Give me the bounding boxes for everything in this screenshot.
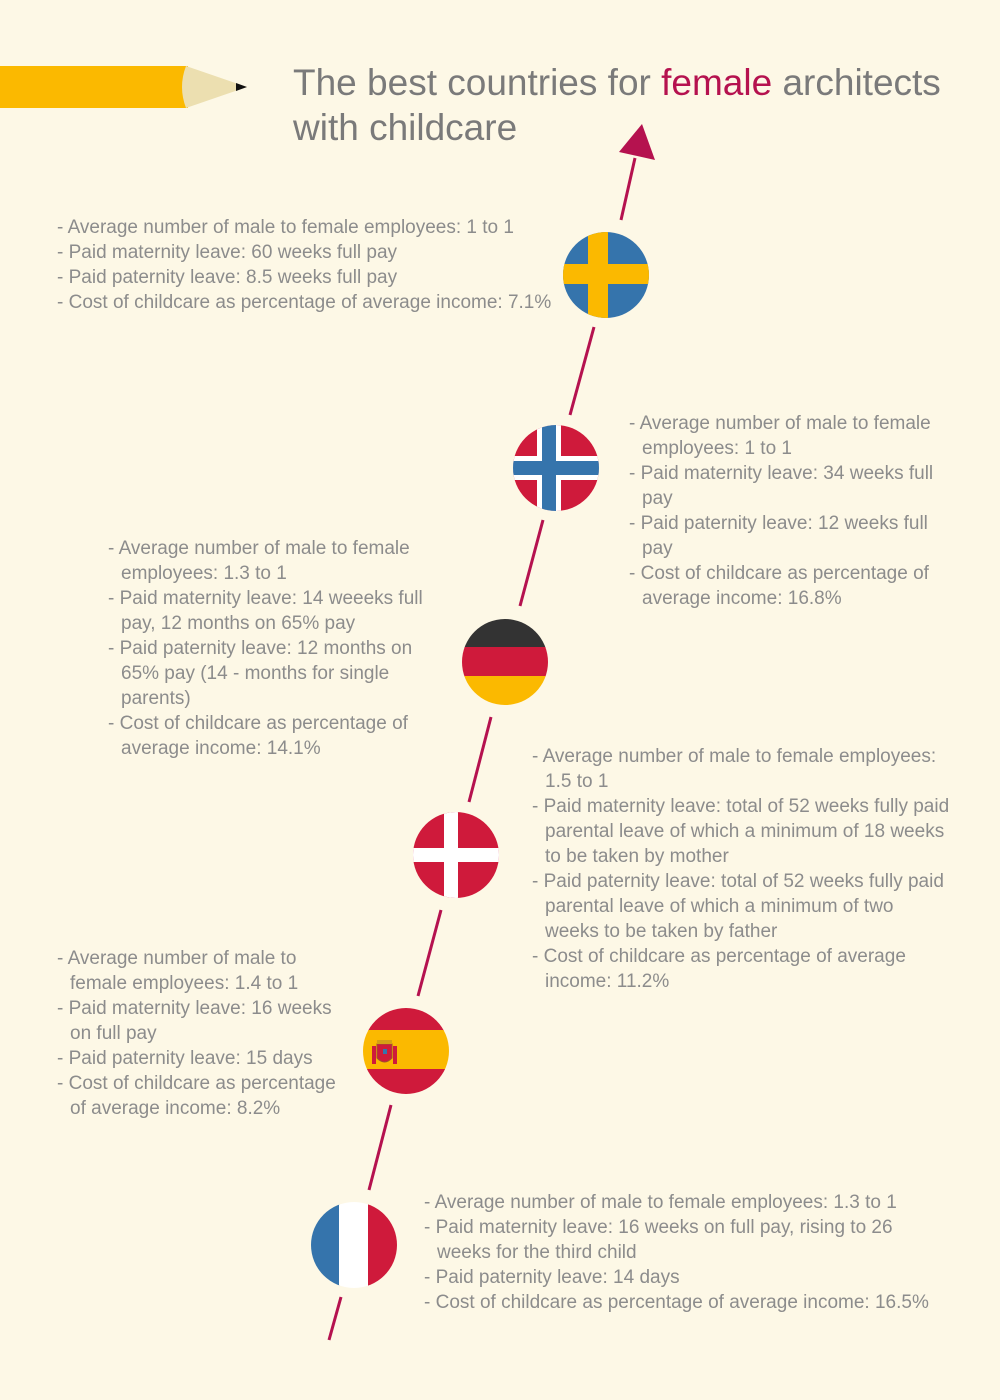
norway-info [629, 411, 947, 611]
page-title [293, 60, 983, 150]
germany-info [108, 536, 448, 761]
norway-flag-icon [510, 423, 605, 518]
fact-item: - Paid paternity leave: 14 days [424, 1265, 936, 1290]
fact-item: - Cost of childcare as percentage of average income: 7.1% [57, 290, 557, 315]
fact-item: - Cost of childcare as percentage of average income: 14.1% [108, 711, 448, 761]
spain-info [57, 946, 339, 1121]
sweden-info [57, 215, 557, 315]
title-highlight: female [661, 62, 773, 103]
fact-item: - Average number of male to female employees: 1.5 to 1 [532, 744, 950, 794]
fact-item: - Cost of childcare as percentage of average income: 11.2% [532, 944, 950, 994]
denmark-flag-icon [410, 810, 505, 905]
fact-item: - Average number of male to female employees: 1.3 to 1 [108, 536, 448, 586]
france-flag-icon [308, 1200, 400, 1295]
title-text-end: architects [772, 62, 941, 103]
fact-item: - Cost of childcare as percentage of average income: 16.5% [424, 1290, 936, 1315]
fact-item: - Paid maternity leave: 16 weeks on full pay [57, 996, 339, 1046]
fact-item: - Paid maternity leave: total of 52 weeks fully paid parental leave of which a minimum of 18 weeks to be taken by mother [532, 794, 950, 869]
pencil-icon [0, 66, 247, 108]
fact-item: - Average number of male to female employees: 1.4 to 1 [57, 946, 339, 996]
fact-item: - Average number of male to female employees: 1.3 to 1 [424, 1190, 936, 1215]
fact-item: - Paid maternity leave: 34 weeks full pay [629, 461, 947, 511]
fact-item: - Paid paternity leave: 8.5 weeks full pay [57, 265, 557, 290]
denmark-info [532, 744, 950, 994]
fact-item: - Paid paternity leave: 15 days [57, 1046, 339, 1071]
fact-item: - Paid maternity leave: 16 weeks on full pay, rising to 26 weeks for the third child [424, 1215, 936, 1265]
germany-flag-icon [460, 617, 555, 708]
fact-item: - Paid paternity leave: 12 weeks full pay [629, 511, 947, 561]
sweden-flag-icon [560, 230, 655, 325]
fact-item: - Average number of male to female employees: 1 to 1 [57, 215, 557, 240]
france-info [424, 1190, 936, 1315]
fact-item: - Cost of childcare as percentage of average income: 16.8% [629, 561, 947, 611]
fact-item: - Paid paternity leave: 12 months on 65% pay (14 - months for single parents) [108, 636, 448, 711]
fact-item: - Paid maternity leave: 14 weeeks full pay, 12 months on 65% pay [108, 586, 448, 636]
title-text: The best countries for [293, 62, 662, 103]
fact-item: - Paid paternity leave: total of 52 weeks fully paid parental leave of which a minimum of two weeks to be taken by father [532, 869, 950, 944]
fact-item: - Average number of male to female employees: 1 to 1 [629, 411, 947, 461]
title-line2: with childcare [293, 107, 518, 148]
fact-item: - Paid maternity leave: 60 weeks full pay [57, 240, 557, 265]
fact-item: - Cost of childcare as percentage of average income: 8.2% [57, 1071, 339, 1121]
